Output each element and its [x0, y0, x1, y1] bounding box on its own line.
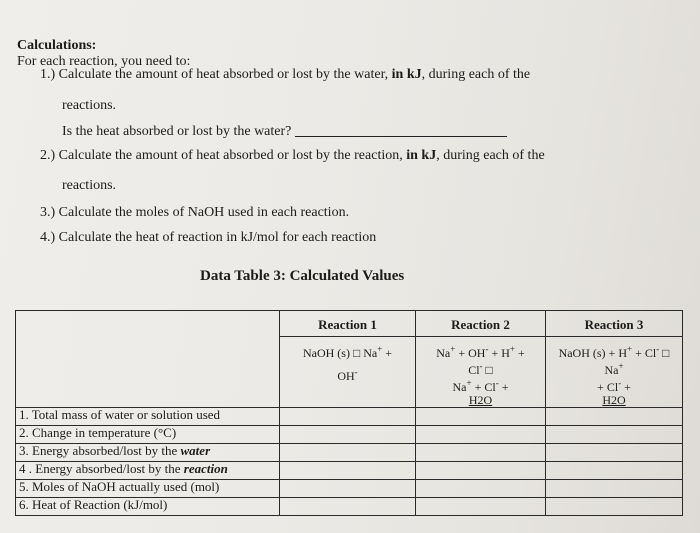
cell-r2-energy-water[interactable] [416, 444, 546, 462]
heat-question-text: Is the heat absorbed or lost by the water? [62, 124, 292, 139]
step-1-text: Calculate the amount of heat absorbed or lost by the water, [58, 67, 392, 82]
cell-r2-mass[interactable] [416, 408, 546, 426]
step-4-text: Calculate the heat of reaction in kJ/mol for each reaction [58, 230, 377, 245]
cell-r2-moles[interactable] [416, 480, 546, 498]
cell-r3-moles[interactable] [546, 480, 683, 498]
reaction-2-equation: Na+ + OH- + H+ + Cl- □ Na+ + Cl- + H2O [416, 337, 546, 408]
column-reaction-2: Reaction 2 [416, 311, 546, 337]
step-2-text: Calculate the amount of heat absorbed or lost by the reaction, [58, 148, 407, 163]
cell-r1-mass[interactable] [280, 408, 416, 426]
table-row [16, 498, 683, 516]
heat-question [62, 124, 507, 140]
column-reaction-3: Reaction 3 [546, 311, 683, 337]
cell-r3-mass[interactable] [546, 408, 683, 426]
step-4 [40, 230, 376, 246]
cell-r1-energy-reaction[interactable] [280, 462, 416, 480]
step-1-continuation: reactions. [62, 98, 117, 113]
step-1-number: 1.) [40, 67, 56, 82]
table-caption: Data Table 3: Calculated Values [200, 268, 405, 284]
cell-r3-energy-reaction[interactable] [546, 462, 683, 480]
column-reaction-1: Reaction 1 [280, 311, 416, 337]
cell-r1-heat[interactable] [280, 498, 416, 516]
reaction-1-equation: NaOH (s) □ Na+ + OH- [280, 337, 416, 408]
table-row [16, 462, 683, 480]
table-row [16, 426, 683, 444]
table-header-row [16, 311, 683, 337]
row-label-energy-water: 3. Energy absorbed/lost by the water [16, 444, 280, 462]
table-row [16, 480, 683, 498]
table-row [16, 408, 683, 426]
step-1-bold: in kJ [391, 67, 422, 82]
reaction-3-equation: NaOH (s) + H+ + Cl- □ Na+ + Cl- + H2O [546, 337, 683, 408]
step-2-text-end: , during each of the [436, 148, 545, 163]
answer-blank-line[interactable] [295, 136, 507, 137]
step-3-number: 3.) [40, 205, 56, 220]
row-label-energy-reaction: 4 . Energy absorbed/lost by the reaction [16, 462, 280, 480]
corner-cell [16, 311, 280, 408]
cell-r2-temp[interactable] [416, 426, 546, 444]
row-label-heat-of-reaction: 6. Heat of Reaction (kJ/mol) [16, 498, 280, 516]
row-label-temp-change: 2. Change in temperature (°C) [16, 426, 280, 444]
step-1-text-end: , during each of the [421, 67, 531, 82]
step-2-continuation: reactions. [62, 178, 117, 193]
step-2 [40, 148, 545, 164]
step-4-number: 4.) [40, 230, 56, 245]
cell-r1-energy-water[interactable] [280, 444, 416, 462]
step-1 [40, 67, 530, 83]
row-label-moles-naoh: 5. Moles of NaOH actually used (mol) [16, 480, 280, 498]
cell-r1-moles[interactable] [280, 480, 416, 498]
step-3-text: Calculate the moles of NaOH used in each reaction. [58, 205, 350, 220]
step-2-number: 2.) [40, 148, 56, 163]
step-3 [40, 205, 349, 221]
row-label-total-mass: 1. Total mass of water or solution used [16, 408, 280, 426]
calculated-values-table [15, 310, 683, 516]
intro-text: For each reaction, you need to: [17, 54, 191, 69]
cell-r3-heat[interactable] [546, 498, 683, 516]
step-2-bold: in kJ [406, 148, 437, 163]
cell-r2-heat[interactable] [416, 498, 546, 516]
table-row [16, 444, 683, 462]
calculations-heading: Calculations: [17, 38, 97, 53]
cell-r2-energy-reaction[interactable] [416, 462, 546, 480]
cell-r3-temp[interactable] [546, 426, 683, 444]
cell-r3-energy-water[interactable] [546, 444, 683, 462]
cell-r1-temp[interactable] [280, 426, 416, 444]
